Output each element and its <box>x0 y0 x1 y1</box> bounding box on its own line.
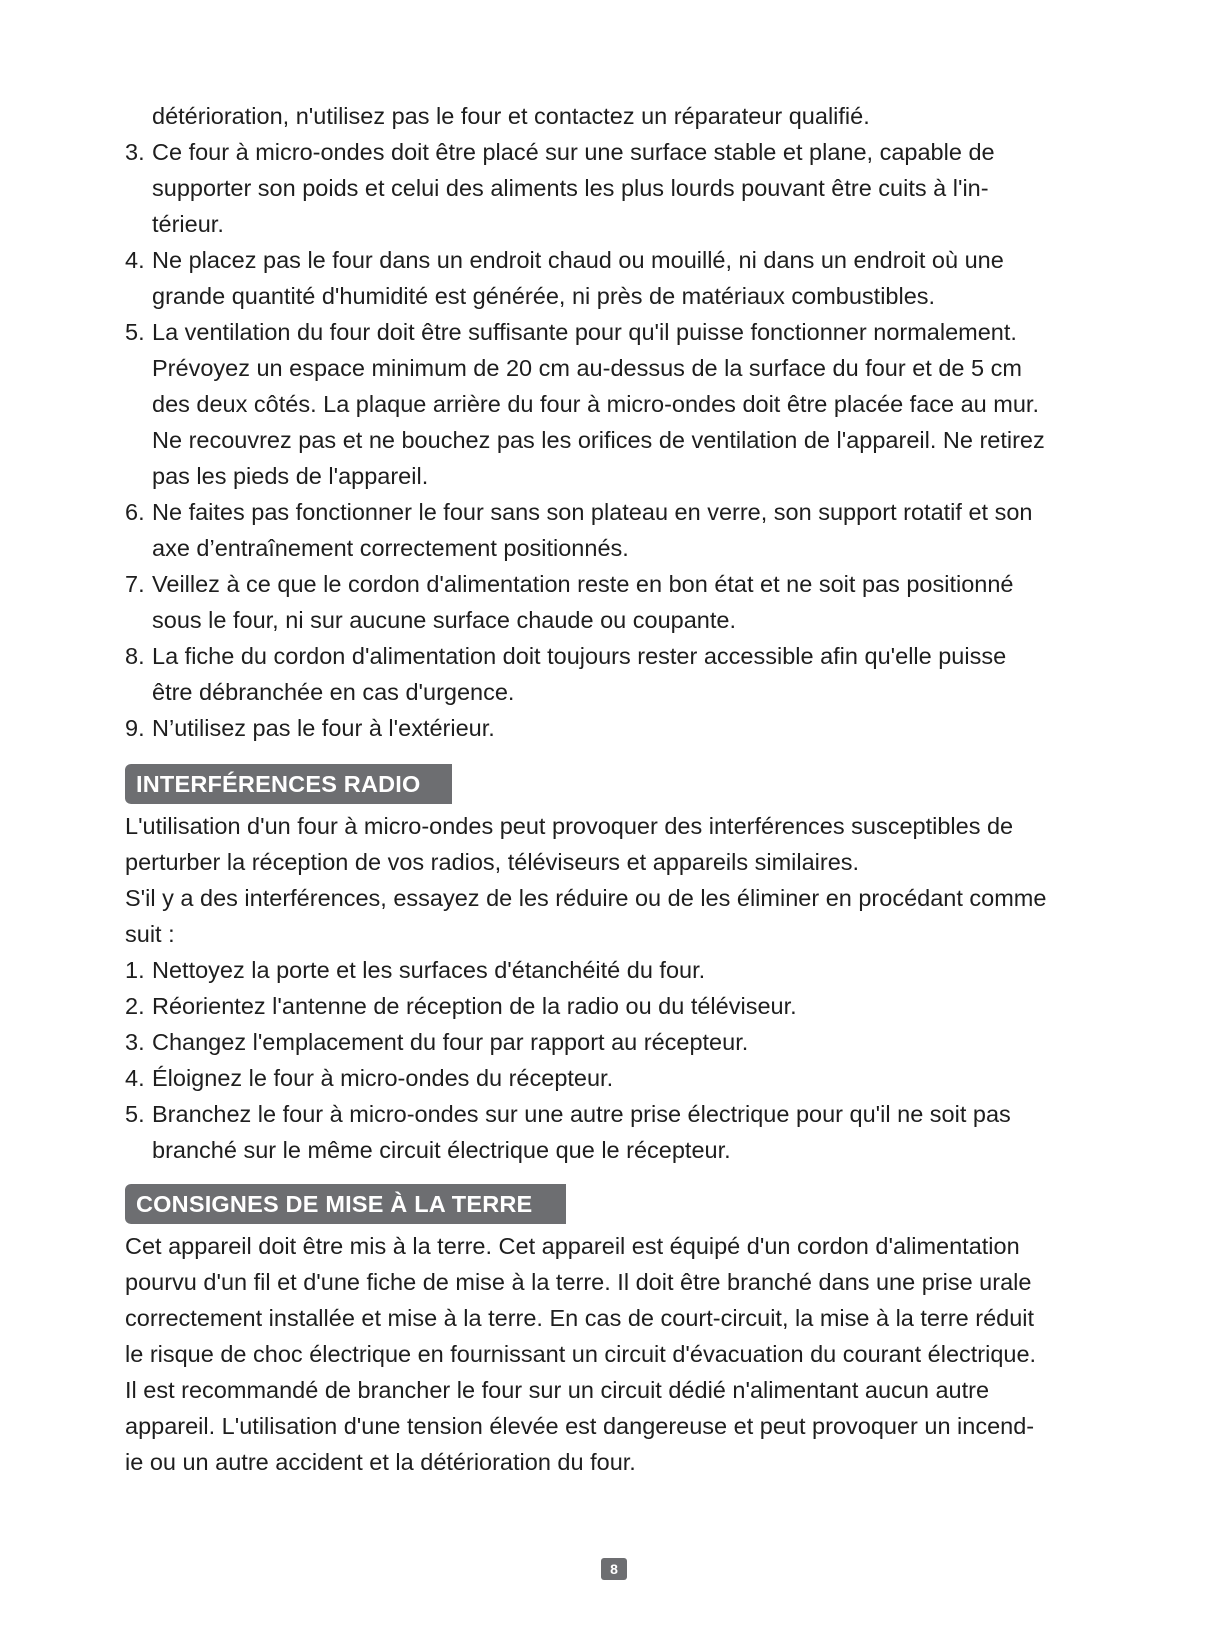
item-text <box>152 988 1110 1024</box>
item-number: 4. <box>125 247 145 273</box>
item-line: Nettoyez la porte et les surfaces d'étanchéité du four. <box>152 957 706 983</box>
paragraph-line: correctement installée et mise à la terre. En cas de court-circuit, la mise à la terre réduit <box>125 1305 1035 1331</box>
item-line: Ne placez pas le four dans un endroit chaud ou mouillé, ni dans un endroit où une <box>152 247 1004 273</box>
item-line: Branchez le four à micro-ondes sur une autre prise électrique pour qu'il ne soit pas <box>152 1101 1011 1127</box>
document-page <box>125 98 1110 1480</box>
item-number: 6. <box>125 499 145 525</box>
item-text <box>152 1096 1110 1168</box>
item-line: N’utilisez pas le four à l'extérieur. <box>152 715 495 741</box>
paragraph-line: appareil. L'utilisation d'une tension élevée est dangereuse et peut provoquer un incend- <box>125 1413 1035 1439</box>
item-text <box>152 242 1110 314</box>
item-line: grande quantité d'humidité est générée, ni près de matériaux combustibles. <box>152 283 936 309</box>
item-number: 4. <box>125 1065 145 1091</box>
section-heading-radio: INTERFÉRENCES RADIO <box>125 764 452 804</box>
item-line: sous le four, ni sur aucune surface chaude ou coupante. <box>152 607 736 633</box>
paragraph-line: Il est recommandé de brancher le four sur un circuit dédié n'alimentant aucun autre <box>125 1377 990 1403</box>
list-item <box>125 1096 1110 1168</box>
paragraph-line: ie ou un autre accident et la détérioration du four. <box>125 1449 636 1475</box>
item-line: axe d’entraînement correctement positionnés. <box>152 535 629 561</box>
paragraph-line: S'il y a des interférences, essayez de les réduire ou de les éliminer en procédant comme <box>125 885 1047 911</box>
item-text <box>152 952 1110 988</box>
item-text <box>152 1060 1110 1096</box>
item-line: Ce four à micro-ondes doit être placé sur une surface stable et plane, capable de <box>152 139 995 165</box>
item-line: des deux côtés. La plaque arrière du four à micro-ondes doit être placée face au mur. <box>152 391 1039 417</box>
list-item <box>125 1024 1110 1060</box>
item-number: 9. <box>125 715 145 741</box>
item-number: 8. <box>125 643 145 669</box>
item-line: Ne recouvrez pas et ne bouchez pas les orifices de ventilation de l'appareil. Ne retirez <box>152 427 1045 453</box>
paragraph-line: suit : <box>125 921 175 947</box>
item-line: térieur. <box>152 211 224 237</box>
item-number: 3. <box>125 139 145 165</box>
list-item <box>125 134 1110 242</box>
item-text <box>152 134 1110 242</box>
item-text <box>152 638 1110 710</box>
paragraph-line: perturber la réception de vos radios, téléviseurs et appareils similaires. <box>125 849 860 875</box>
list-item <box>125 566 1110 638</box>
list-item <box>125 710 1110 746</box>
list-item <box>125 1060 1110 1096</box>
item-text <box>152 314 1110 494</box>
list-item <box>125 494 1110 566</box>
page-number: 8 <box>601 1558 627 1580</box>
item-line: Changez l'emplacement du four par rapport au récepteur. <box>152 1029 749 1055</box>
paragraph-line: Cet appareil doit être mis à la terre. Cet appareil est équipé d'un cordon d'alimentation <box>125 1233 1020 1259</box>
safety-list <box>125 134 1110 746</box>
paragraph-line: le risque de choc électrique en fournissant un circuit d'évacuation du courant électrique. <box>125 1341 1037 1367</box>
item-line: Réorientez l'antenne de réception de la radio ou du téléviseur. <box>152 993 797 1019</box>
item-line: Éloignez le four à micro-ondes du récepteur. <box>152 1065 614 1091</box>
item-line: branché sur le même circuit électrique que le récepteur. <box>152 1137 731 1163</box>
item-line: être débranchée en cas d'urgence. <box>152 679 515 705</box>
earth-section <box>125 1228 1110 1480</box>
list-item <box>125 988 1110 1024</box>
list-item <box>125 314 1110 494</box>
item-line: La fiche du cordon d'alimentation doit toujours rester accessible afin qu'elle puisse <box>152 643 1007 669</box>
paragraph-line: L'utilisation d'un four à micro-ondes peut provoquer des interférences susceptibles de <box>125 813 1014 839</box>
radio-section <box>125 808 1110 1168</box>
item-line: Prévoyez un espace minimum de 20 cm au-dessus de la surface du four et de 5 cm <box>152 355 1022 381</box>
item-text <box>152 1024 1110 1060</box>
list-item <box>125 638 1110 710</box>
item-line: Veillez à ce que le cordon d'alimentation reste en bon état et ne soit pas positionné <box>152 571 1014 597</box>
item-number: 5. <box>125 319 145 345</box>
item-line: supporter son poids et celui des aliments les plus lourds pouvant être cuits à l'in- <box>152 175 989 201</box>
item-number: 1. <box>125 957 145 983</box>
item-line: pas les pieds de l'appareil. <box>152 463 429 489</box>
intro-continuation: détérioration, n'utilisez pas le four et contactez un réparateur qualifié. <box>152 103 870 129</box>
item-number: 2. <box>125 993 145 1019</box>
item-line: Ne faites pas fonctionner le four sans son plateau en verre, son support rotatif et son <box>152 499 1033 525</box>
list-item <box>125 952 1110 988</box>
item-text <box>152 566 1110 638</box>
item-text <box>152 710 1110 746</box>
paragraph-line: pourvu d'un fil et d'une fiche de mise à la terre. Il doit être branché dans une prise urale <box>125 1269 1032 1295</box>
list-item <box>125 242 1110 314</box>
item-number: 7. <box>125 571 145 597</box>
section-heading-earth: CONSIGNES DE MISE À LA TERRE <box>125 1184 566 1224</box>
item-text <box>152 494 1110 566</box>
item-line: La ventilation du four doit être suffisante pour qu'il puisse fonctionner normalement. <box>152 319 1017 345</box>
item-number: 3. <box>125 1029 145 1055</box>
item-number: 5. <box>125 1101 145 1127</box>
